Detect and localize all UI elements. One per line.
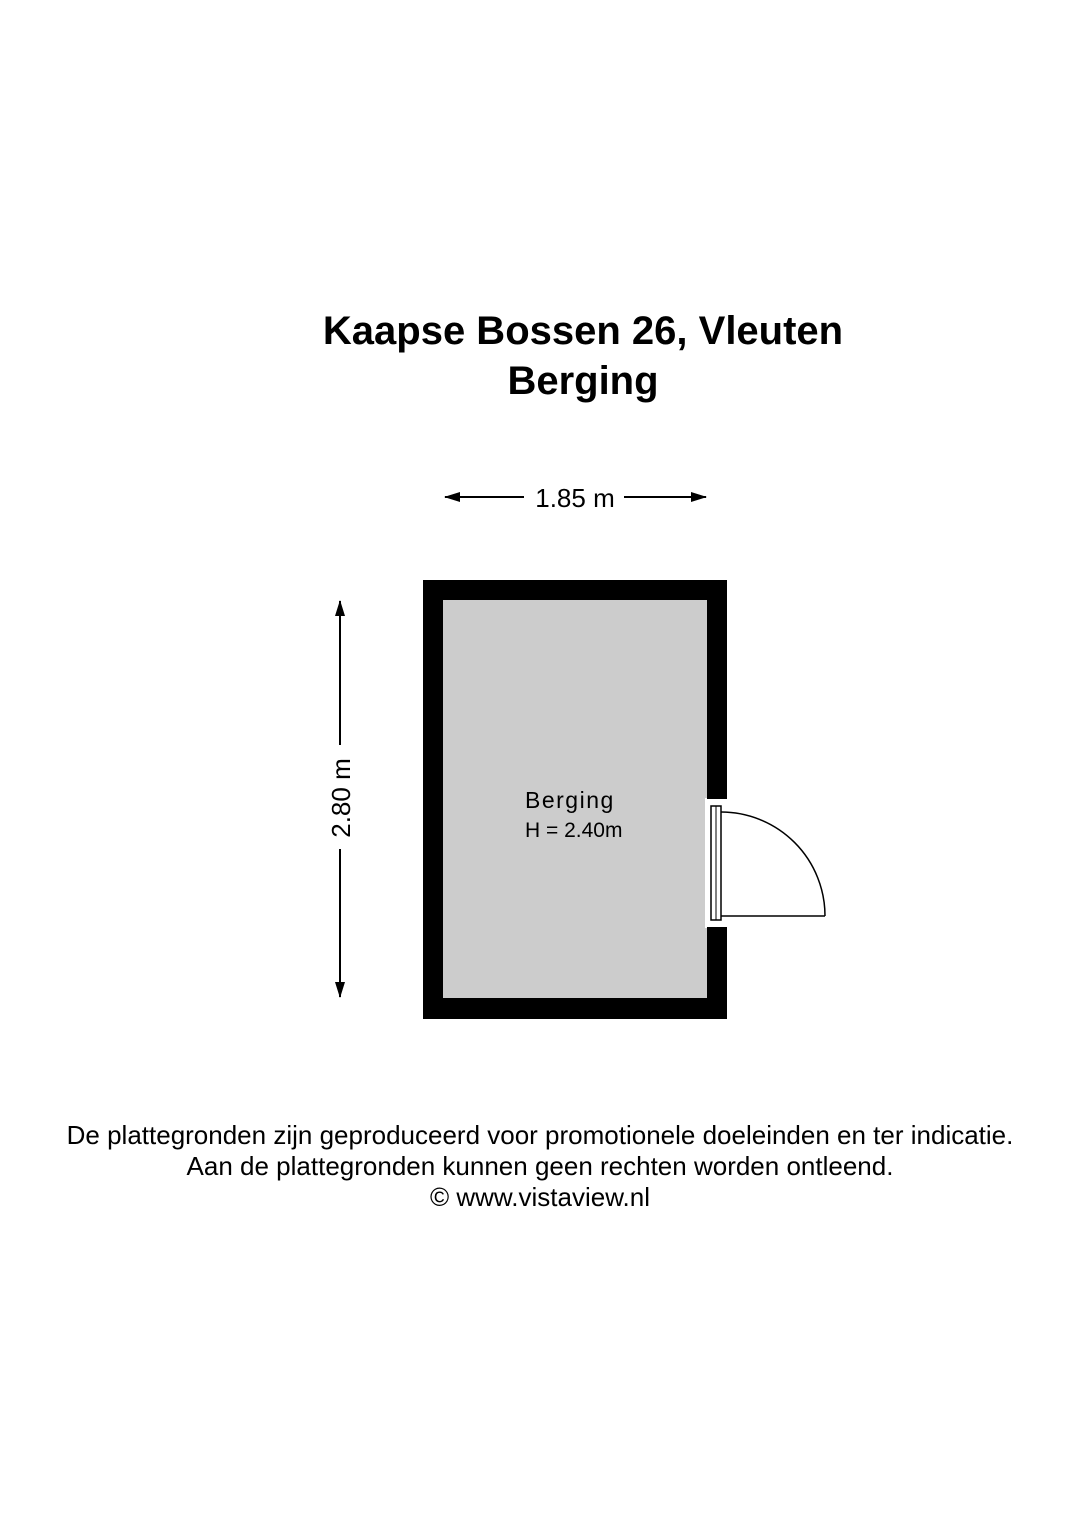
floor-name: Berging <box>507 359 659 403</box>
width-dimension-label: 1.85 m <box>535 483 615 513</box>
room-berging <box>423 580 825 1019</box>
width-dimension <box>445 483 706 513</box>
door-swing-arc <box>721 812 825 916</box>
page-title: Kaapse Bossen 26, Vleuten <box>322 309 844 353</box>
disclaimer-line-2: Aan de plattegronden kunnen geen rechten worden ontleend. <box>186 1151 894 1181</box>
room-name-label: Berging <box>525 787 615 813</box>
depth-dimension-label: 2.80 m <box>326 758 356 838</box>
disclaimer-line-1: De plattegronden zijn geproduceerd voor promotionele doeleinden en ter indicatie. <box>66 1120 1014 1150</box>
room-height-label: H = 2.40m <box>525 819 623 842</box>
copyright-line: © www.vistaview.nl <box>430 1182 650 1212</box>
depth-dimension <box>326 601 356 997</box>
